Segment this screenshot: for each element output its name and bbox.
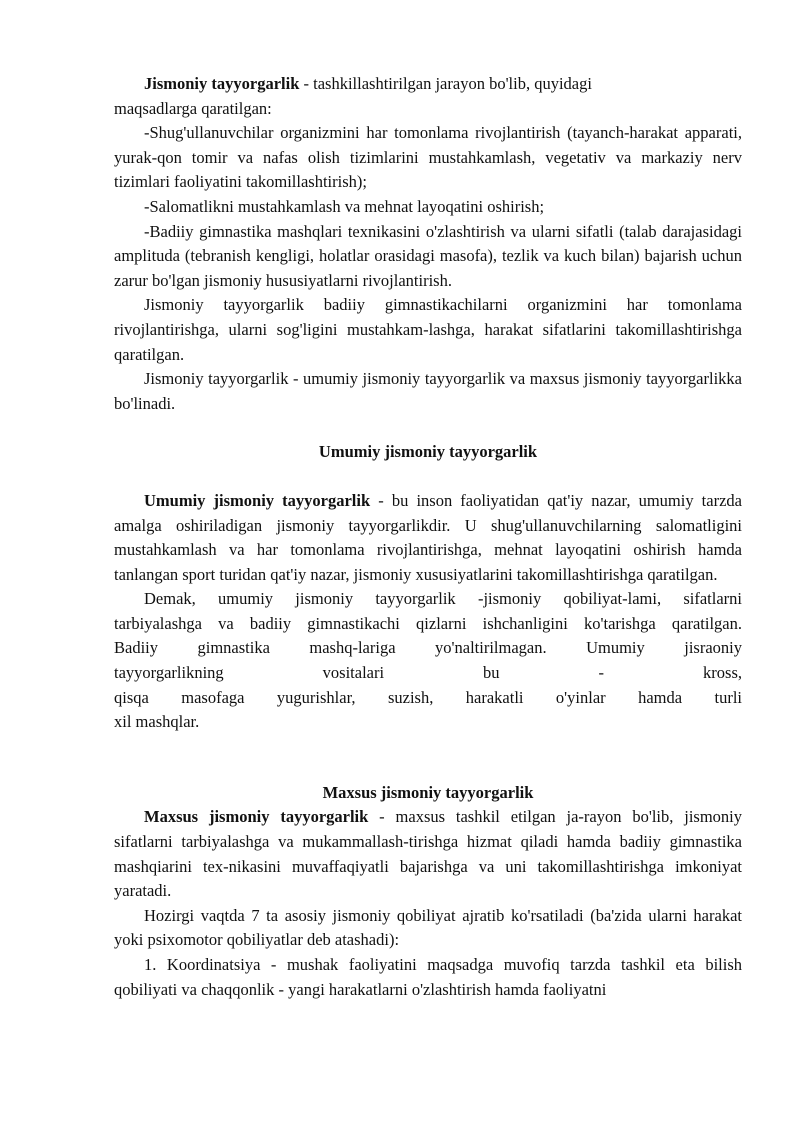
- special-paragraph-2: Hozirgi vaqtda 7 ta asosiy jismoniy qobiliyat ajratib ko'rsatiladi (ba'zida ularni harakat yoki psixomotor qobiliyatlar deb atashadi):: [114, 905, 742, 950]
- intro-term: Jismoniy tayyorgarlik: [144, 74, 300, 93]
- general-term: Umumiy jismoniy tayyorgarlik: [144, 490, 371, 510]
- intro-paragraph-5: Jismoniy tayyorgarlik badiiy gimnastikachilarni organizmini har tomonlama rivojlantirishga, ularni sog'ligini mustahkam-lashga, harakat sifatlarini takomillashtirishga qaratilgan.: [114, 295, 742, 364]
- intro-paragraph-6: Jismoniy tayyorgarlik - umumiy jismoniy tayyorgarlik va maxsus jismoniy tayyorgarlikka bo'linadi.: [114, 369, 742, 413]
- section-heading-general: Umumiy jismoniy tayyorgarlik: [318, 442, 538, 462]
- special-paragraph-3: 1. Koordinatsiya - mushak faoliyatini maqsadga muvofiq tarzda tashkil eta bilish qobiliyati va chaqqonlik - yangi harakatlarni o'zlashtirish hamda faoliyatni: [114, 955, 742, 999]
- general-paragraph-2: Demak, umumiy jismoniy tayyorgarlik -jismoniy qobiliyat-lami, sifatlarni tarbiyalashga va badiiy gimnastikachi qizlarni ishchanligini ko'tarishga qaratilgan. Badiiy gimnastika mashq-lariga yo'naltirilmagan. Umumiy jisraoniy tayyorgarlikning vositalari bu - kross, qisqa masofaga yugurishlar, suzish, harakatli o'yinlar hamda turli xil mashqlar.: [114, 589, 742, 732]
- general-paragraph-1: Umumiy jismoniy tayyorgarlik - bu inson faoliyatidan qat'iy nazar, umumiy tarzda amalga oshiriladigan jismoniy tayyorgarlikdir. U shug'ullanuvchilarning salomatligini mustahkamlash va har tomonlama rivojlantirishga, mehnat layoqatini oshirish hamda tanlangan sport turidan qat'iy nazar, jismoniy xususiyatlarini takomillashtirishga qaratilgan.: [114, 490, 742, 584]
- intro-paragraph-1-cont: maqsadlarga qaratilgan:: [114, 98, 272, 118]
- intro-paragraph-2: -Shug'ullanuvchilar organizmini har tomonlama rivojlantirish (tayanch-harakat apparati, yurak-qon tomir va nafas olish tizimlarini mustahkamlash, vegetativ va markaziy nerv tizimlari faoliyatini takomillashtirish);: [114, 123, 742, 192]
- special-paragraph-1: Maxsus jismoniy tayyorgarlik - maxsus tashkil etilgan ja-rayon bo'lib, jismoniy sifatlarni tarbiyalashga va mukammallash-tirishga hizmat qiladi hamda badiiy gimnastika mashqiarini tex-nikasini muvaffaqiyatli bajarishga va uni takomillashtirishga imkoniyat yaratadi.: [114, 807, 742, 901]
- intro-paragraph-3: -Salomatlikni mustahkamlash va mehnat layoqatini oshirish;: [144, 196, 545, 216]
- intro-paragraph-1: Jismoniy tayyorgarlik - tashkillashtirilgan jarayon bo'lib, quyidagi: [144, 74, 592, 93]
- intro-paragraph-4: -Badiiy gimnastika mashqlari texnikasini o'zlashtirish va ularni sifatli (talab darajasidagi amplituda (tebranish kengligi, holatlar orasidagi masofa), tezlik va kuch bilan) bajarish uchun zarur bo'lgan jismoniy hususiyatlarni rivojlantirish.: [114, 221, 742, 290]
- document-body: [114, 72, 742, 1002]
- section-heading-special: Maxsus jismoniy tayyorgarlik: [322, 782, 534, 802]
- special-term: Maxsus jismoniy tayyorgarlik: [144, 807, 369, 827]
